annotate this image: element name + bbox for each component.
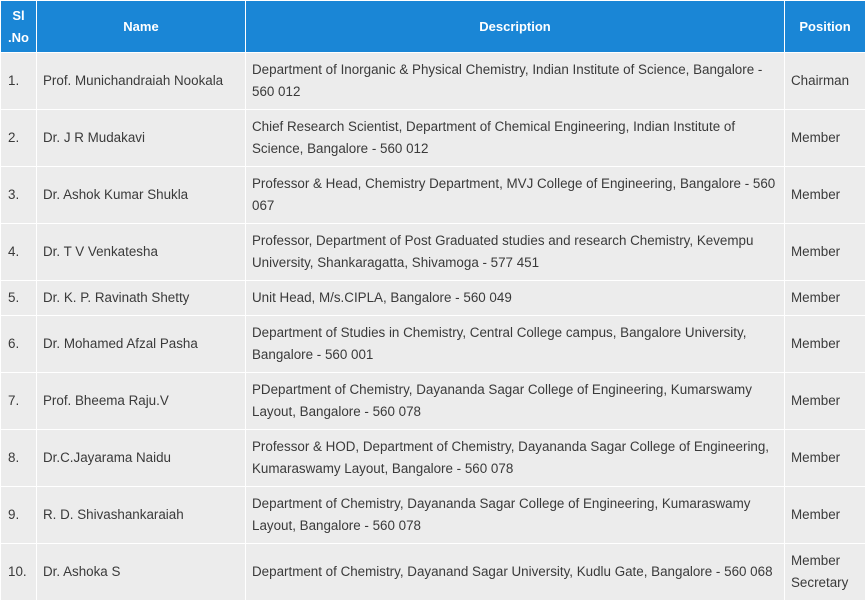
- cell-position: Member: [785, 373, 865, 429]
- cell-description: Professor & HOD, Department of Chemistry, Dayananda Sagar College of Engineering, Kumaraswamy Layout, Bangalore - 560 078: [246, 430, 784, 486]
- cell-description: Department of Studies in Chemistry, Central College campus, Bangalore University, Bangalore - 560 001: [246, 316, 784, 372]
- cell-description: Chief Research Scientist, Department of Chemical Engineering, Indian Institute of Science, Bangalore - 560 012: [246, 110, 784, 166]
- header-sl-no-line2: .No: [8, 29, 29, 45]
- cell-sl-no: 7.: [1, 373, 36, 429]
- cell-position: Member Secretary: [785, 544, 865, 600]
- cell-name: Dr. Mohamed Afzal Pasha: [37, 316, 245, 372]
- cell-sl-no: 9.: [1, 487, 36, 543]
- cell-position: Member: [785, 430, 865, 486]
- cell-position: Member: [785, 316, 865, 372]
- cell-name: Prof. Munichandraiah Nookala: [37, 53, 245, 109]
- header-name: Name: [37, 1, 245, 52]
- table-row: [1, 430, 865, 486]
- cell-name: Dr. Ashoka S: [37, 544, 245, 600]
- cell-name: Prof. Bheema Raju.V: [37, 373, 245, 429]
- cell-description: Department of Inorganic & Physical Chemistry, Indian Institute of Science, Bangalore - 560 012: [246, 53, 784, 109]
- table-row: [1, 167, 865, 223]
- cell-description: PDepartment of Chemistry, Dayananda Sagar College of Engineering, Kumarswamy Layout, Bangalore - 560 078: [246, 373, 784, 429]
- table-header-row: [1, 1, 865, 52]
- cell-name: Dr. Ashok Kumar Shukla: [37, 167, 245, 223]
- cell-position: Member: [785, 167, 865, 223]
- table-row: [1, 224, 865, 280]
- table-row: [1, 110, 865, 166]
- cell-name: Dr.C.Jayarama Naidu: [37, 430, 245, 486]
- cell-name: Dr. T V Venkatesha: [37, 224, 245, 280]
- cell-sl-no: 3.: [1, 167, 36, 223]
- cell-description: Department of Chemistry, Dayananda Sagar College of Engineering, Kumaraswamy Layout, Bangalore - 560 078: [246, 487, 784, 543]
- cell-position: Member: [785, 281, 865, 315]
- header-description: Description: [246, 1, 784, 52]
- cell-position: Member: [785, 487, 865, 543]
- cell-description: Unit Head, M/s.CIPLA, Bangalore - 560 049: [246, 281, 784, 315]
- table-row: [1, 316, 865, 372]
- table-row: [1, 487, 865, 543]
- header-sl-no: [1, 1, 36, 52]
- cell-sl-no: 1.: [1, 53, 36, 109]
- cell-sl-no: 2.: [1, 110, 36, 166]
- cell-sl-no: 10.: [1, 544, 36, 600]
- cell-sl-no: 4.: [1, 224, 36, 280]
- cell-sl-no: 5.: [1, 281, 36, 315]
- table-row: [1, 373, 865, 429]
- header-position: Position: [785, 1, 865, 52]
- cell-sl-no: 6.: [1, 316, 36, 372]
- cell-position: Member: [785, 224, 865, 280]
- cell-description: Department of Chemistry, Dayanand Sagar University, Kudlu Gate, Bangalore - 560 068: [246, 544, 784, 600]
- cell-description: Professor, Department of Post Graduated studies and research Chemistry, Kevempu University, Shankaragatta, Shivamoga - 577 451: [246, 224, 784, 280]
- cell-description: Professor & Head, Chemistry Department, MVJ College of Engineering, Bangalore - 560 067: [246, 167, 784, 223]
- cell-name: R. D. Shivashankaraiah: [37, 487, 245, 543]
- table-row: [1, 544, 865, 600]
- cell-name: Dr. J R Mudakavi: [37, 110, 245, 166]
- cell-sl-no: 8.: [1, 430, 36, 486]
- cell-position: Chairman: [785, 53, 865, 109]
- table-row: [1, 53, 865, 109]
- cell-name: Dr. K. P. Ravinath Shetty: [37, 281, 245, 315]
- header-sl-no-line1: Sl: [12, 7, 25, 23]
- table-row: [1, 281, 865, 315]
- cell-position: Member: [785, 110, 865, 166]
